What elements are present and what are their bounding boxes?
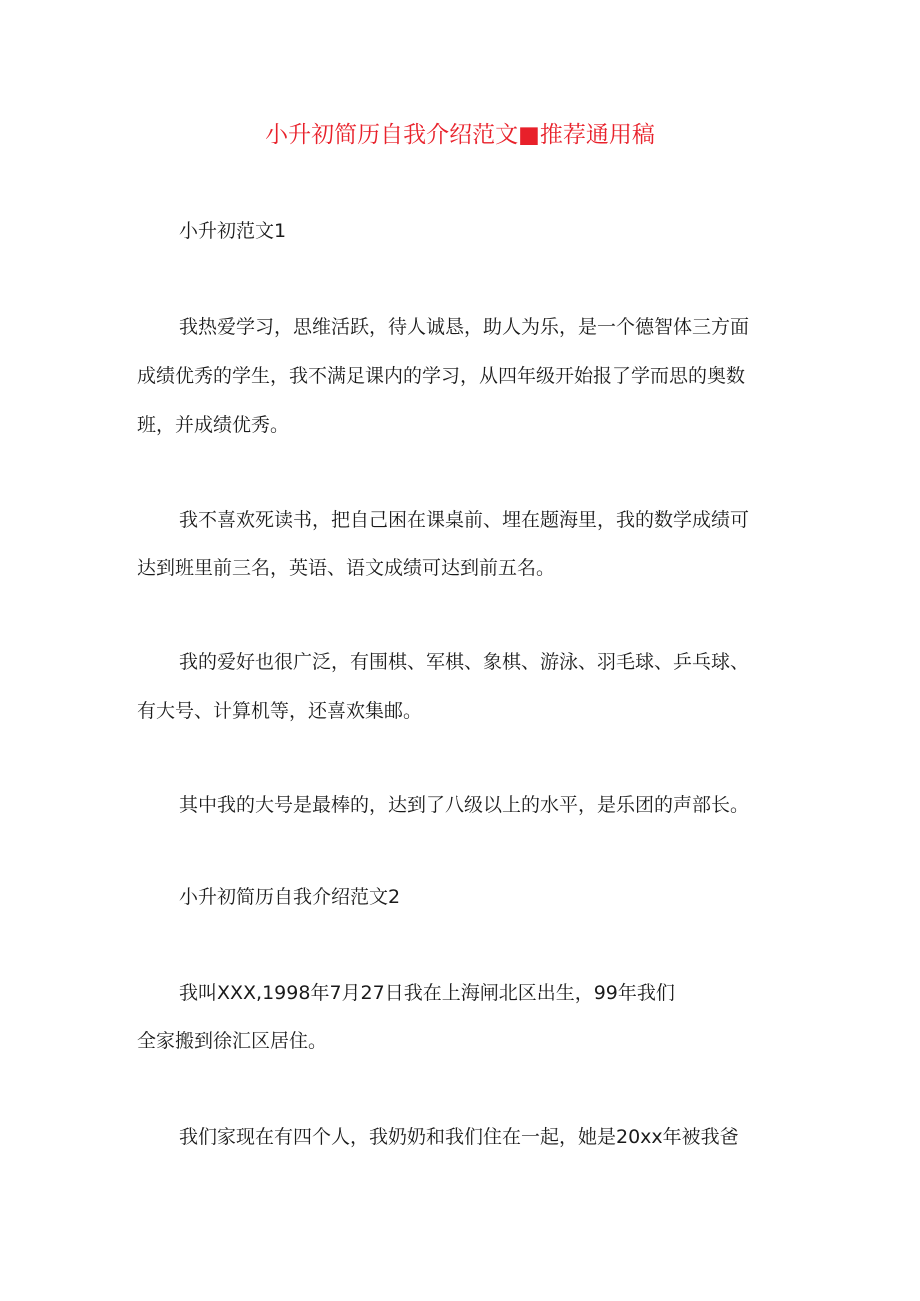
paragraph-line: 我叫XXX,1998年7月27日我在上海闸北区出生，99年我们 (179, 982, 675, 1004)
section-heading-1: 小升初范文1 (179, 220, 287, 242)
paragraph-line: 成绩优秀的学生，我不满足课内的学习，从四年级开始报了学而思的奥数 (137, 365, 746, 387)
paragraph-line: 班，并成绩优秀。 (137, 414, 290, 436)
paragraph-line: 其中我的大号是最棒的，达到了八级以上的水平，是乐团的声部长。 (179, 794, 750, 816)
document-title: 小升初简历自我介绍范文■推荐通用稿 (265, 122, 655, 148)
paragraph-line: 有大号、计算机等，还喜欢集邮。 (137, 700, 423, 722)
paragraph-line: 全家搬到徐汇区居住。 (137, 1030, 328, 1052)
paragraph-line: 达到班里前三名，英语、语文成绩可达到前五名。 (137, 557, 556, 579)
paragraph-line: 我们家现在有四个人，我奶奶和我们住在一起，她是20xx年被我爸 (179, 1126, 739, 1148)
section-heading-2: 小升初简历自我介绍范文2 (179, 886, 401, 908)
paragraph-line: 我不喜欢死读书，把自己困在课桌前、埋在题海里，我的数学成绩可 (179, 509, 750, 531)
paragraph-line: 我的爱好也很广泛，有围棋、军棋、象棋、游泳、羽毛球、乒乓球、 (179, 651, 750, 673)
paragraph-line: 我热爱学习，思维活跃，待人诚恳，助人为乐，是一个德智体三方面 (179, 316, 750, 338)
